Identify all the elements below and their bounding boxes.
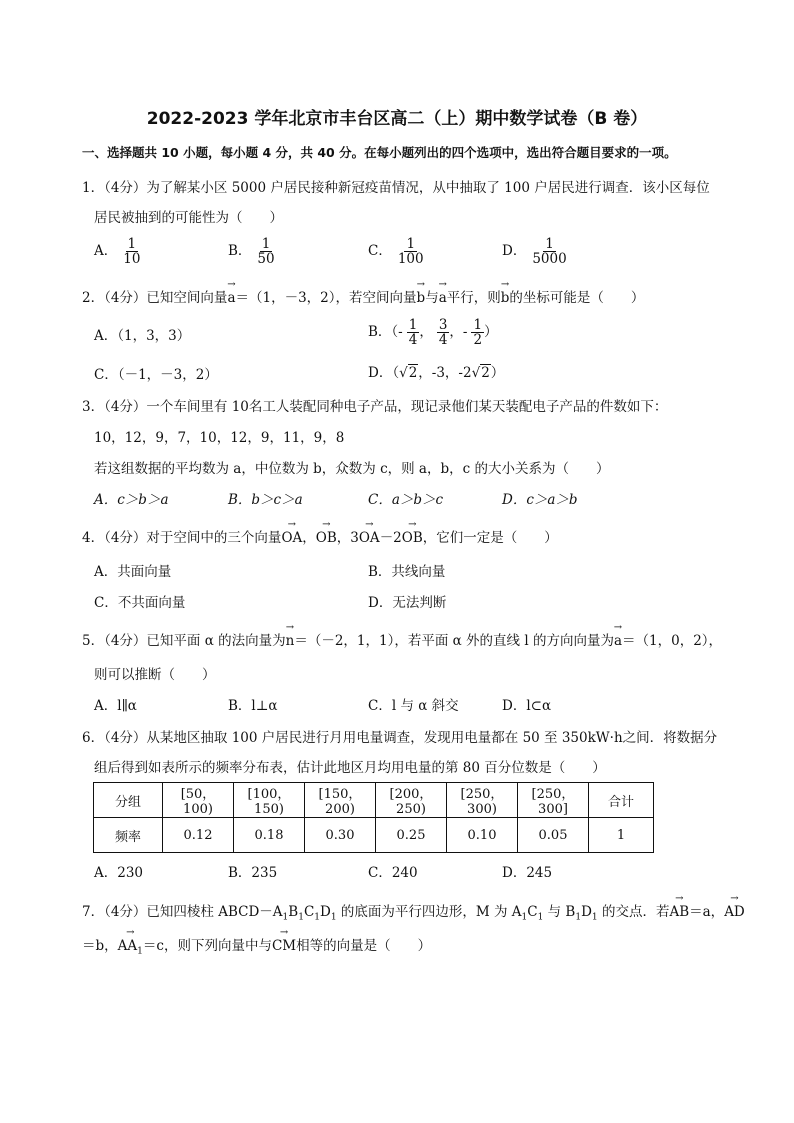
q1-option-c[interactable]: C． $\frac{1}{100}$: [368, 236, 424, 267]
q7-stem-line1: 7．（4分）已知四棱柱 $ABCD-A_1B_1C_1D_1$ 的底面为平行四边形，M 为 $A_1C_1$ 与 $B_1D_1$ 的交点．若→ AB＝a，→ AD: [82, 900, 745, 923]
q4-option-a[interactable]: A．共面向量: [94, 564, 172, 580]
exam-title: 2022-2023 学年北京市丰台区高二（上）期中数学试卷（B 卷）: [146, 109, 648, 129]
q6-option-d[interactable]: D．245: [502, 865, 553, 881]
table-cell: 0.18: [234, 818, 305, 853]
q4-option-d[interactable]: D．无法判断: [368, 595, 447, 611]
q5-stem-line2: 则可以推断（ ）: [94, 667, 216, 683]
q1-option-a[interactable]: A． $\frac{1}{10}$: [94, 236, 141, 267]
q6-option-c[interactable]: C．240: [368, 865, 418, 881]
table-cell: [50，100): [163, 783, 234, 818]
q3-option-a[interactable]: A．c＞b＞a: [94, 492, 169, 508]
table-cell: [100，150): [234, 783, 305, 818]
q1-option-d[interactable]: D． $\frac{1}{5000}$: [502, 236, 567, 267]
table-cell: 0.05: [518, 818, 589, 853]
table-row: [94, 783, 654, 818]
table-cell: [250，300): [447, 783, 518, 818]
q3-option-c[interactable]: C．a＞b＞c: [368, 492, 444, 508]
q3-option-b[interactable]: B．b＞c＞a: [228, 492, 303, 508]
q2-option-a[interactable]: A．（1，3，3）: [94, 328, 191, 344]
table-row: [94, 818, 654, 853]
q4-option-b[interactable]: B．共线向量: [368, 564, 446, 580]
table-cell: 频率: [94, 818, 163, 853]
q2-stem: 2．（4分）已知空间向量→ a＝（1，－3，2），若空间向量→ b与→ a平行，则→ b的坐标可能是（ ）: [82, 286, 644, 306]
q4-stem: 4．（4分）对于空间中的三个向量→ OA，→ OB，3→ OA－2→ OB，它们一定是（ ）: [82, 526, 558, 546]
section-heading: 一、选择题共 10 小题，每小题 4 分，共 40 分。在每小题列出的四个选项中，选出符合题目要求的一项。: [82, 145, 677, 160]
q5-stem-line1: 5．（4分）已知平面 α 的法向量为→ n＝（－2，1，1），若平面 α 外的直线 l 的方向向量为→ a＝（1，0，2），: [82, 629, 722, 649]
q2-option-c[interactable]: C．（－1，－3，2）: [94, 367, 218, 383]
table-cell: 0.25: [376, 818, 447, 853]
q7-stem-line2: ＝b，→ $AA_1=c$，则下列向量中与→ CM相等的向量是（ ）: [82, 934, 431, 957]
table-cell: [200，250): [376, 783, 447, 818]
table-cell: [150，200): [305, 783, 376, 818]
q2-option-b[interactable]: B．（- $\frac{1}{4}$ ， $\frac{3}{4}$ ，- $\frac{1}{2}$ ）: [368, 317, 498, 348]
q6-stem-line1: 6．（4分）从某地区抽取 100 户居民进行月用电量调查，发现用电量都在 50 至 350kW·h之间．将数据分: [82, 730, 718, 746]
q2-option-d[interactable]: D．（√2，-3，-2√2）: [368, 365, 505, 381]
q5-option-a[interactable]: A．l∥α: [94, 698, 137, 714]
table-cell: 0.12: [163, 818, 234, 853]
frequency-table: [93, 782, 654, 853]
table-cell: 1: [589, 818, 654, 853]
q5-option-b[interactable]: B．l⊥α: [228, 698, 278, 714]
q1-stem-line1: 1．（4分）为了解某小区 5000 户居民接种新冠疫苗情况，从中抽取了 100 户居民进行调查．该小区每位: [82, 180, 710, 196]
table-cell: [250，300]: [518, 783, 589, 818]
table-cell: 分组: [94, 783, 163, 818]
q6-option-a[interactable]: A．230: [94, 865, 144, 881]
q4-option-c[interactable]: C．不共面向量: [94, 595, 186, 611]
q3-option-d[interactable]: D．c＞a＞b: [502, 492, 578, 508]
q1-option-b[interactable]: B． $\frac{1}{50}$: [228, 236, 275, 267]
table-cell: 0.10: [447, 818, 518, 853]
table-cell: 0.30: [305, 818, 376, 853]
q5-option-c[interactable]: C．l 与 α 斜交: [368, 698, 459, 714]
q3-stem-line1: 3．（4分）一个车间里有 10名工人装配同种电子产品，现记录他们某天装配电子产品的件数如下：: [82, 399, 668, 415]
q6-stem-line2: 组后得到如表所示的频率分布表，估计此地区月均用电量的第 80 百分位数是（ ）: [94, 760, 606, 776]
q6-option-b[interactable]: B．235: [228, 865, 278, 881]
q1-stem-line2: 居民被抽到的可能性为（ ）: [94, 210, 283, 226]
table-cell: 合计: [589, 783, 654, 818]
q3-data-line: 10，12，9，7，10，12，9，11，9，8: [94, 430, 345, 446]
q3-stem-line3: 若这组数据的平均数为 a，中位数为 b，众数为 c，则 a，b，c 的大小关系为（ ）: [94, 461, 610, 477]
q5-option-d[interactable]: D．l⊂α: [502, 698, 552, 714]
